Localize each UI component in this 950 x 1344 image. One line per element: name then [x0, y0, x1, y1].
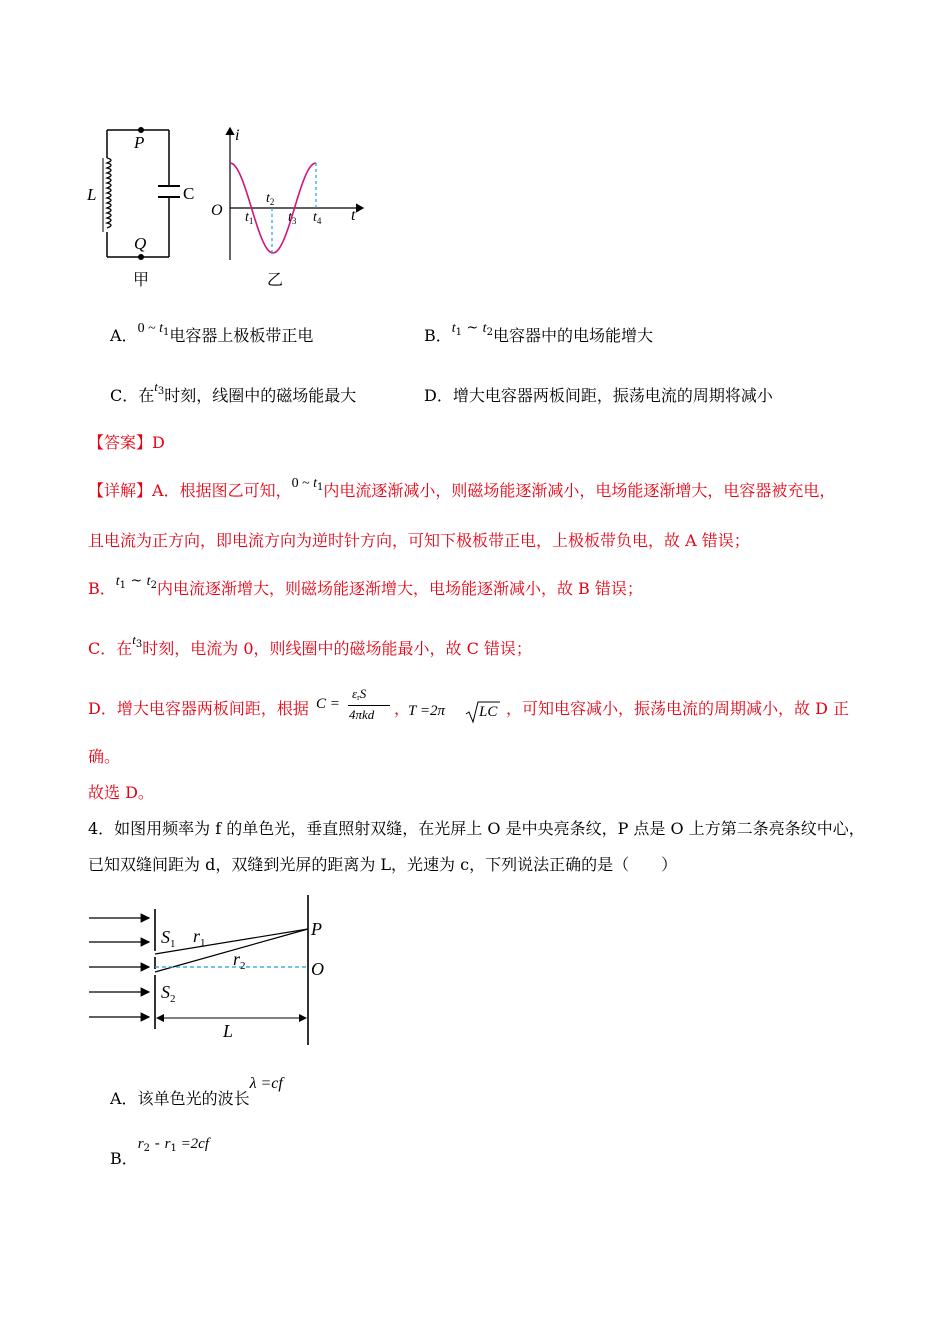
label-O-screen: O: [311, 959, 324, 979]
label-Q: Q: [134, 234, 147, 253]
axis-label-t: t: [351, 207, 356, 224]
q3-option-b[interactable]: B．$t^1$ ~ $t^2$电容器中的电场能增大: [424, 320, 653, 345]
label-r1: $r_1$: [193, 926, 206, 949]
q3-option-d[interactable]: D．增大电容器两板间距，振荡电流的周期将减小: [424, 386, 773, 405]
period-formula: T =2π LC: [408, 698, 498, 726]
tick-t2: $t_2$: [266, 191, 275, 207]
q4-option-b[interactable]: B．$r^2 - r^1 =2cf$: [110, 1134, 210, 1168]
tick-t3: $t_3$: [288, 210, 297, 226]
q4-stem-line2: 已知双缝间距为 d，双缝到光屏的距离为 L，光速为 c，下列说法正确的是（ ）: [88, 855, 678, 874]
detail-line-d2: 确。: [88, 747, 121, 766]
q4-option-a[interactable]: A．该单色光的波长λ =cf: [110, 1075, 283, 1108]
answer-label: 【答案】D: [88, 433, 165, 452]
current-time-graph: [205, 120, 370, 295]
lc-circuit-diagram: [85, 120, 195, 295]
q4-stem-line1: 4．如图用频率为 f 的单色光，垂直照射双缝，在光屏上 O 是中央亮条纹，P 点是 O 上方第二条亮条纹中心，: [88, 819, 865, 838]
q3-option-a[interactable]: A．0 ~ $t^1$电容器上极板带正电: [110, 321, 314, 345]
tick-t1: $t_1$: [245, 210, 254, 226]
label-L-distance: L: [223, 1021, 234, 1041]
detail-label: 【详解】: [88, 481, 153, 500]
detail-line-a1: 【详解】A．根据图乙可知，0 ~ $t^1$内电流逐渐减小，则磁场能逐渐减小，电场能逐渐增大，电容器被充电，: [88, 476, 836, 500]
caption-jia: 甲: [133, 272, 150, 289]
label-C: C: [183, 184, 195, 203]
label-r2: $r_2$: [233, 949, 246, 972]
tick-t4: $t_4$: [313, 210, 322, 226]
double-slit-diagram: [85, 895, 345, 1055]
q3-option-c[interactable]: C．在$^{t3}$时刻，线圈中的磁场能最大: [110, 379, 357, 405]
detail-line-a2: 且电流为正方向，即电流方向为逆时针方向，可知下极板带正电，上极板带负电，故 A 错误；: [88, 531, 750, 550]
label-S1: $S_1$: [161, 927, 176, 950]
label-L: L: [87, 185, 97, 204]
capacitance-formula: C = εrS 4πkd: [316, 686, 396, 726]
axis-label-i: i: [235, 127, 240, 144]
label-S2: $S_2$: [161, 982, 176, 1005]
detail-line-c: C．在$^{t3}$时刻，电流为 0，则线圈中的磁场能最小，故 C 错误；: [88, 632, 532, 658]
detail-line-d1: D．增大电容器两板间距，根据: [88, 699, 309, 718]
detail-comma: ，: [394, 699, 411, 718]
detail-line-d1-rest: ，可知电容减小，振荡电流的周期减小，故 D 正: [506, 699, 850, 718]
caption-yi: 乙: [267, 272, 284, 289]
detail-conclusion: 故选 D。: [88, 783, 154, 802]
origin-label-O: O: [211, 202, 223, 219]
detail-line-b: B．$t^1$ ~ $t^2$内电流逐渐增大，则磁场能逐渐增大，电场能逐渐减小，故 B 错误；: [88, 573, 643, 598]
label-P-screen: P: [311, 919, 322, 939]
label-P: P: [134, 133, 145, 152]
